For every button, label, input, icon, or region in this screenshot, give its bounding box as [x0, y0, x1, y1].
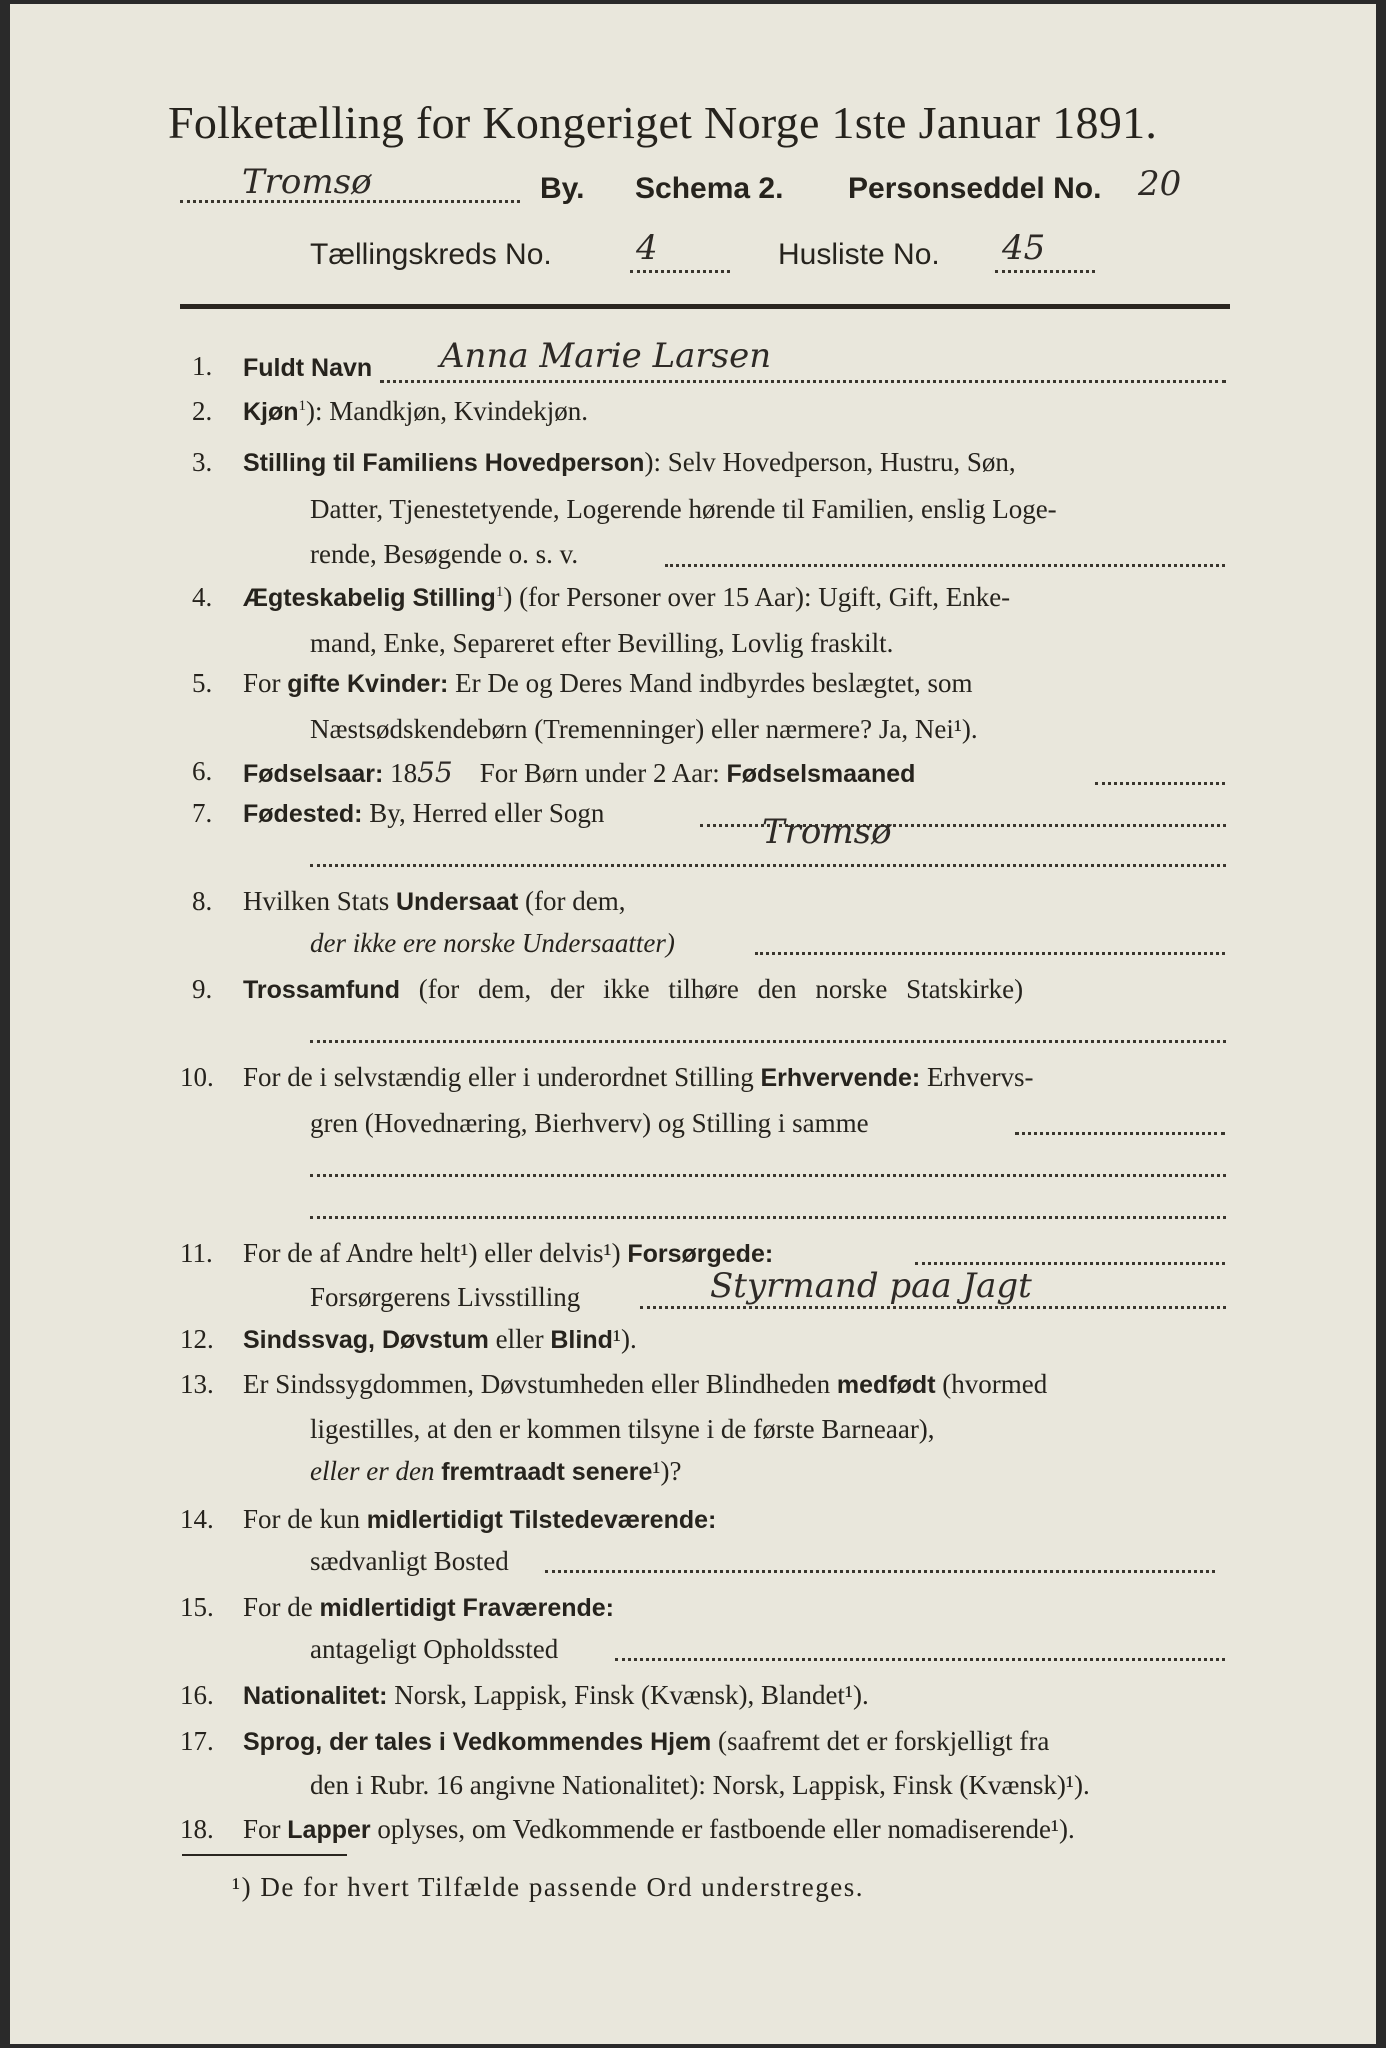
q12-label: Sindssvag, Døvstum: [243, 1326, 489, 1354]
q10-line1-rest: Erhvervs-: [927, 1062, 1034, 1092]
q1-label: Fuldt Navn: [243, 354, 373, 382]
q13-line3: [310, 1456, 682, 1487]
personseddel-label: Personseddel No.: [848, 172, 1102, 205]
q1-name-value: Anna Marie Larsen: [440, 336, 772, 376]
q10-line1: [243, 1062, 1033, 1093]
q5-line1-a: For: [243, 668, 281, 698]
q18-line: [243, 1814, 1075, 1845]
q8-line2: der ikke ere norske Undersaatter): [310, 928, 675, 958]
q2-label: Kjøn: [243, 398, 299, 426]
q11-line1: [243, 1238, 773, 1269]
q2-number: 2.: [192, 396, 213, 426]
q10-line1-a: For de i selvstændig eller i underordnet Stilling: [243, 1062, 754, 1092]
q14-number: 14.: [180, 1504, 214, 1534]
q9-dots: [310, 1040, 1226, 1043]
q16-label: Nationalitet:: [243, 1682, 388, 1710]
q17-number: 17.: [180, 1726, 214, 1756]
q10-dots2: [310, 1174, 1226, 1177]
husliste-dots: [995, 270, 1095, 273]
q18-line1-a: For: [243, 1814, 281, 1844]
personseddel-number: 20: [1138, 164, 1182, 204]
q4-number: 4.: [192, 582, 213, 612]
q10-dots3: [310, 1216, 1226, 1219]
q3-dots: [665, 564, 1225, 567]
footnote: ¹) De for hvert Tilfælde passende Ord understreges.: [232, 1872, 864, 1902]
q17-line1-rest: (saafremt det er forskjelligt fra: [717, 1726, 1050, 1756]
q5-line1-rest: Er De og Deres Mand indbyrdes beslægtet, som: [455, 668, 973, 698]
q2-sup: 1: [298, 398, 307, 414]
q9-label: Trossamfund: [243, 976, 400, 1004]
q6-number: 6.: [192, 756, 213, 786]
q6-year-hand: 55: [417, 756, 453, 789]
q8-label: Undersaat: [396, 888, 519, 916]
q17-line2: den i Rubr. 16 angivne Nationalitet): Norsk, Lappisk, Finsk (Kvænsk)¹).: [310, 1770, 1090, 1800]
q4-line1-rest: ) (for Personer over 15 Aar): Ugift, Gift, Enke-: [503, 582, 1011, 612]
q8-dots: [755, 952, 1225, 955]
q12-rest-a: eller: [495, 1324, 544, 1354]
q8-line1-rest: (for dem,: [525, 886, 626, 916]
q14-label: midlertidigt Tilstedeværende:: [366, 1506, 717, 1534]
q6-label: Fødselsaar:: [243, 760, 384, 788]
q9-number: 9.: [192, 974, 213, 1004]
q13-line2: ligestilles, at den er kommen tilsyne i de første Barneaar),: [310, 1414, 935, 1444]
q13-line1-rest: (hvormed: [942, 1369, 1048, 1399]
q3-line2: Datter, Tjenestetyende, Logerende hørende til Familien, enslig Loge-: [310, 494, 1057, 524]
q6-line: [243, 756, 915, 789]
q4-line1: [243, 582, 1010, 613]
q7-number: 7.: [192, 798, 213, 828]
q14-line1: [243, 1504, 716, 1535]
q13-line1: [243, 1369, 1047, 1400]
q11-dots2: [640, 1306, 1226, 1309]
q12-number: 12.: [180, 1324, 214, 1354]
q16-line: [243, 1680, 869, 1711]
q11-number: 11.: [180, 1238, 213, 1268]
q3-line1-rest: ): Selv Hovedperson, Hustru, Søn,: [644, 447, 1016, 477]
q1-dots: [380, 380, 1226, 383]
kreds-label: Tællingskreds No.: [310, 238, 552, 271]
q10-dots1: [1015, 1132, 1225, 1135]
q11-line1-a: For de af Andre helt¹) eller delvis¹): [243, 1238, 621, 1268]
q12-rest: ¹).: [612, 1324, 637, 1354]
q10-label: Erhvervende:: [760, 1064, 921, 1092]
q4-line2: mand, Enke, Separeret efter Bevilling, Lovlig fraskilt.: [310, 628, 894, 658]
q10-number: 10.: [180, 1062, 214, 1092]
q14-line1-a: For de kun: [243, 1504, 360, 1534]
q5-number: 5.: [192, 668, 213, 698]
q13-label: medfødt: [836, 1371, 936, 1399]
q9-line: [243, 974, 1023, 1005]
q8-number: 8.: [192, 886, 213, 916]
q11-provider-occupation-value: Styrmand paa Jagt: [710, 1266, 1032, 1306]
q8-line1-a: Hvilken Stats: [243, 886, 390, 916]
q11-dots1: [915, 1262, 1225, 1265]
q3-label: Stilling til Familiens Hovedperson: [243, 449, 645, 477]
q4-sup: 1: [495, 584, 504, 600]
by-handwritten: Tromsø: [242, 162, 372, 202]
q2-rest: ): Mandkjøn, Kvindekjøn.: [306, 396, 589, 426]
census-form-page: [10, 4, 1376, 2044]
q9-rest: (for dem, der ikke tilhøre den norske Statskirke): [418, 974, 1024, 1004]
q14-dots: [545, 1570, 1215, 1573]
by-label: By.: [540, 172, 585, 205]
q17-label: Sprog, der tales i Vedkommendes Hjem: [243, 1728, 712, 1756]
q11-label: Forsørgede:: [627, 1240, 774, 1268]
q1-number: 1.: [192, 351, 213, 381]
q8-line1: [243, 886, 625, 917]
q13-line3-rest: ¹)?: [652, 1456, 682, 1486]
q18-number: 18.: [180, 1814, 214, 1844]
q6-dots: [1095, 782, 1225, 785]
q5-label: gifte Kvinder:: [287, 670, 449, 698]
q15-line2: antageligt Opholdssted: [310, 1634, 559, 1664]
q16-number: 16.: [180, 1680, 214, 1710]
q5-line1: [243, 668, 973, 699]
q15-line1: [243, 1592, 614, 1623]
form-title: Folketælling for Kongeriget Norge 1ste Januar 1891.: [168, 97, 1158, 148]
q6-label2: Fødselsmaaned: [726, 760, 916, 788]
q5-line2: Næstsødskendebørn (Tremenninger) eller nærmere? Ja, Nei¹).: [310, 714, 978, 744]
q16-rest: Norsk, Lappisk, Finsk (Kvænsk), Blandet¹).: [394, 1680, 869, 1710]
q15-line1-a: For de: [243, 1592, 313, 1622]
q3-number: 3.: [192, 447, 213, 477]
husliste-number: 45: [1002, 228, 1046, 268]
q13-number: 13.: [180, 1369, 214, 1399]
q15-label: midlertidigt Fraværende:: [319, 1594, 614, 1622]
q14-line2: sædvanligt Bosted: [310, 1546, 509, 1576]
schema-label: Schema 2.: [635, 172, 784, 205]
q13-label2: fremtraadt senere: [441, 1458, 653, 1486]
husliste-label: Husliste No.: [778, 238, 940, 271]
footnote-rule: [182, 1854, 347, 1856]
q12-line: [243, 1324, 637, 1355]
q18-label: Lapper: [287, 1816, 371, 1844]
kreds-dots: [630, 270, 730, 273]
q7-rest: By, Herred eller Sogn: [369, 798, 605, 828]
kreds-number: 4: [636, 228, 658, 268]
q7-dots2: [310, 864, 1226, 867]
q12-label2: Blind: [550, 1326, 613, 1354]
q6-rest: For Børn under 2 Aar:: [479, 758, 720, 788]
q4-label: Ægteskabelig Stilling: [243, 584, 496, 612]
q3-line3: rende, Besøgende o. s. v.: [310, 539, 579, 569]
q10-line2: gren (Hovednæring, Bierhverv) og Stilling i samme: [310, 1108, 869, 1138]
q15-dots: [615, 1658, 1225, 1661]
q3-line1: [243, 447, 1016, 478]
q15-number: 15.: [180, 1592, 214, 1622]
q13-line3-a: eller er den: [310, 1456, 435, 1486]
q11-line2: Forsørgerens Livsstilling: [310, 1282, 581, 1312]
q7-label: Fødested:: [243, 800, 363, 828]
q17-line1: [243, 1726, 1049, 1757]
q2-line: [243, 396, 588, 427]
q13-line1-a: Er Sindssygdommen, Døvstumheden eller Blindheden: [243, 1369, 831, 1399]
q18-rest: oplyses, om Vedkommende er fastboende eller nomadiserende¹).: [377, 1814, 1075, 1844]
q6-year-prefix: 18: [390, 758, 418, 788]
q7-birthplace-value: Tromsø: [762, 812, 892, 852]
header-rule: [180, 304, 1230, 309]
q7-line: [243, 798, 604, 829]
